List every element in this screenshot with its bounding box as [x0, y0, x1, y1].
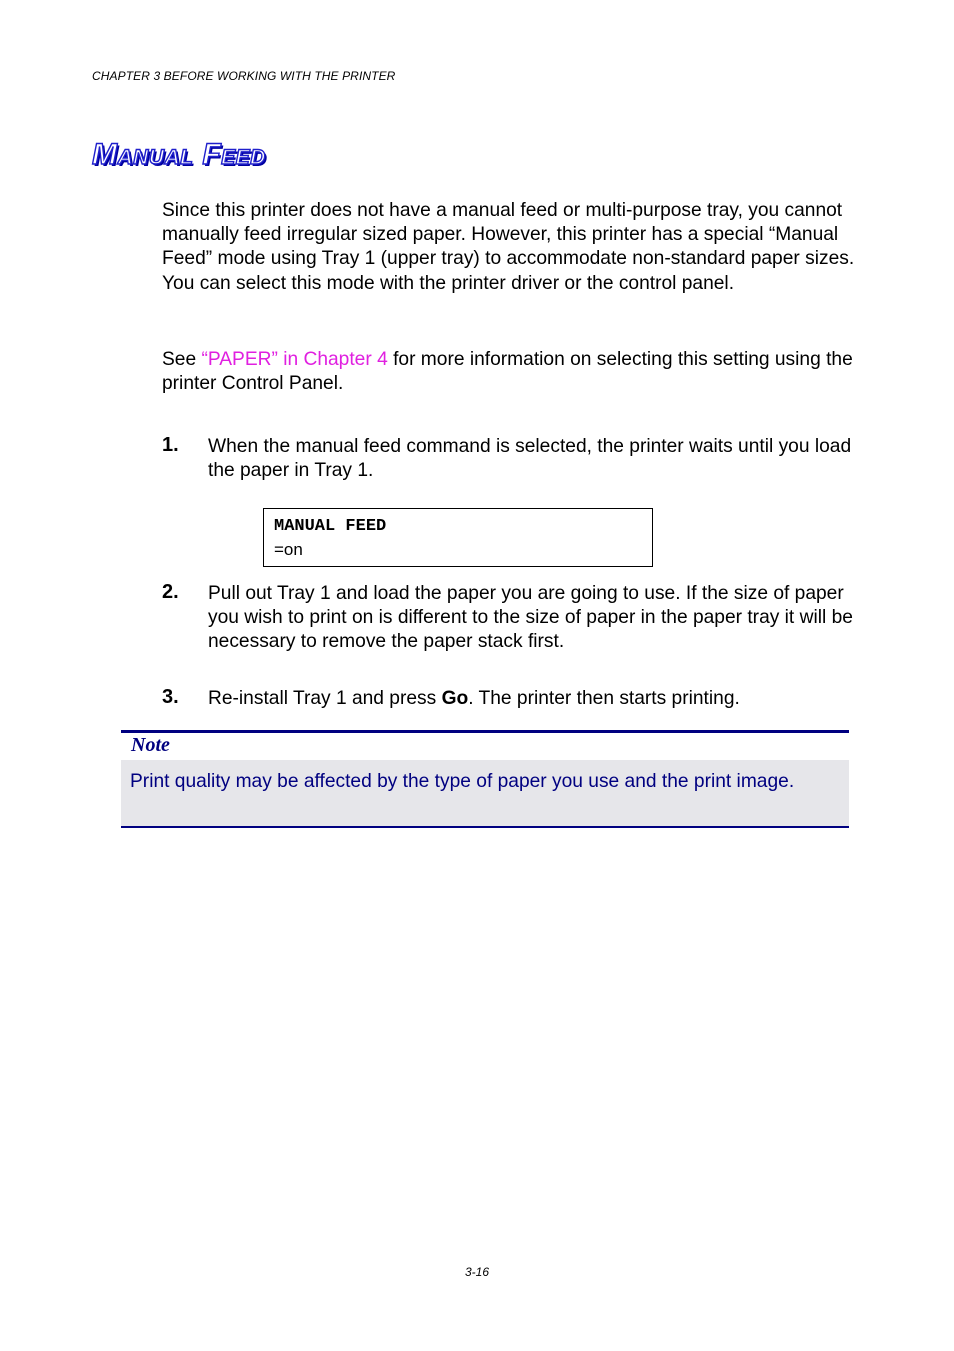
step-3-number: 3.	[162, 686, 179, 708]
running-header: CHAPTER 3 BEFORE WORKING WITH THE PRINTER	[92, 69, 396, 83]
step-3-text-after: . The printer then starts printing.	[468, 688, 740, 709]
lcd-display-line-2: =on	[274, 540, 303, 559]
see-also-paragraph	[162, 348, 862, 396]
lcd-display-box	[263, 508, 653, 567]
intro-paragraph: Since this printer does not have a manual feed or multi-purpose tray, you cannot manually feed irregular sized paper. However, this printer has a special “Manual Feed” mode using Tray 1 (upper tray) to accommodate non-standard paper sizes. You can select this mode with the printer driver or the control panel.	[162, 200, 855, 294]
note-body	[121, 760, 849, 826]
note-text: Print quality may be affected by the type of paper you use and the print image.	[130, 771, 795, 792]
see-also-prefix: See	[162, 349, 202, 370]
section-title: Manual Feed	[92, 138, 266, 171]
step-3-text	[208, 687, 862, 711]
chapter-4-paper-link[interactable]: “PAPER” in Chapter 4	[201, 349, 388, 370]
note-box	[121, 730, 849, 828]
step-1-text: When the manual feed command is selected, the printer waits until you load the paper in Tray 1.	[208, 436, 852, 482]
see-also-suffix: for more information on selecting this setting using the printer Control Panel.	[162, 349, 853, 395]
page-number: 3-16	[465, 1265, 490, 1279]
step-2-number: 2.	[162, 581, 179, 603]
step-2-text: Pull out Tray 1 and load the paper you are going to use. If the size of paper you wish to print on is different to the size of paper in the paper tray it will be necessary to remove the paper stack first.	[208, 583, 853, 653]
lcd-display-line-1: MANUAL FEED	[274, 517, 387, 536]
step-3-text-before: Re-install Tray 1 and press	[208, 688, 442, 709]
go-button-label: Go	[441, 688, 469, 709]
note-heading: Note	[131, 734, 170, 756]
step-1-number: 1.	[162, 434, 179, 456]
